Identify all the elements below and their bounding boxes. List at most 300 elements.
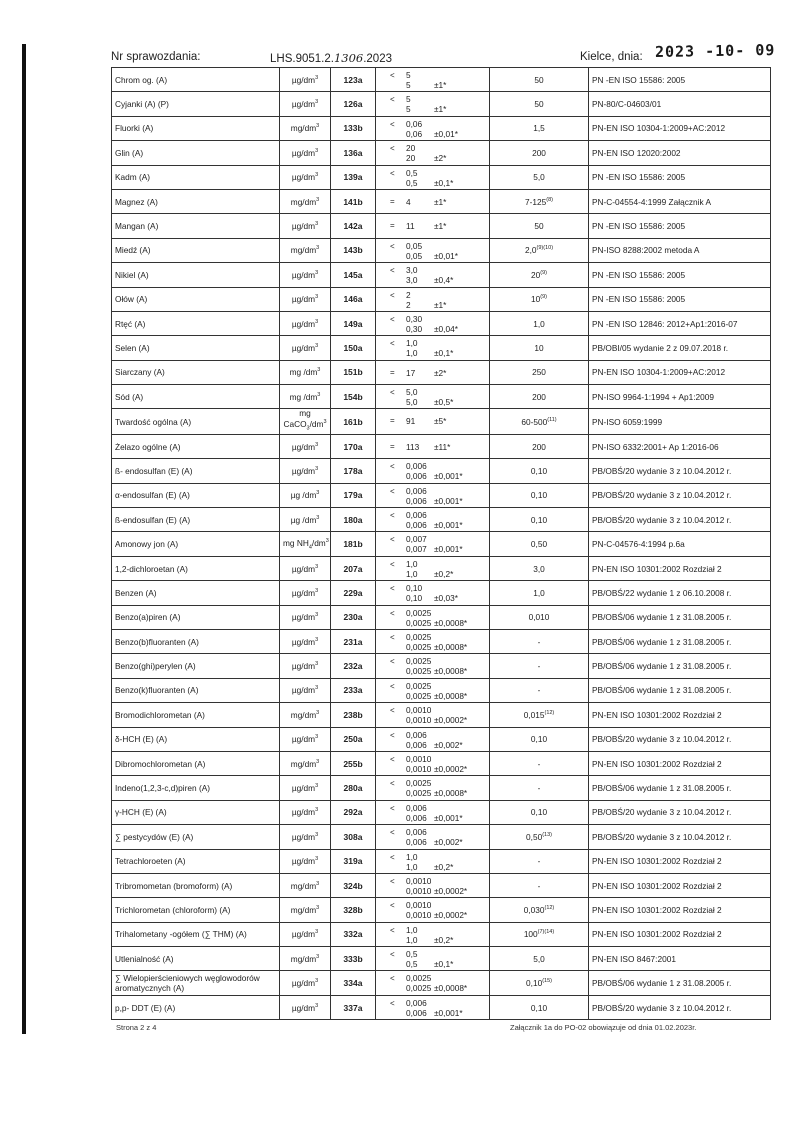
uncertainty: ±2*	[434, 153, 447, 164]
limit-cell	[490, 238, 589, 262]
parameter-name: ∑ pestycydów (E) (A)	[115, 831, 194, 842]
code-cell	[331, 873, 376, 897]
code-cell	[331, 947, 376, 971]
code-cell	[331, 165, 376, 189]
unit-cell	[280, 409, 331, 434]
code-cell	[331, 703, 376, 727]
parameter-cell	[112, 776, 280, 800]
limit-cell	[490, 678, 589, 702]
limit-value: 20$^{(9)}$	[531, 269, 547, 280]
result-cell	[376, 532, 490, 556]
uncertainty: ±11*	[434, 441, 451, 452]
table-row	[112, 556, 771, 580]
limit-cell	[490, 214, 589, 238]
parameter-name: Ołów (A)	[115, 294, 148, 305]
parameter-name: Tetrachloroeten (A)	[115, 856, 186, 867]
parameter-cell	[112, 385, 280, 409]
uncertainty: ±0,0002*	[434, 763, 468, 774]
operator: =	[390, 221, 395, 231]
result-value: 0,0025	[406, 607, 432, 618]
method-code: 230a	[343, 612, 363, 623]
result-value-repeat: 3,0	[406, 275, 418, 286]
result-value-repeat: 0,0025	[406, 983, 432, 994]
method-standard: PB/OBŚ/20 wydanie 3 z 10.04.2012 r.	[592, 1002, 732, 1013]
unit: $\mu g/dm^3$	[291, 441, 319, 452]
unit: $\mu g/dm^3$	[291, 342, 319, 353]
method-code: 143b	[343, 245, 363, 256]
method-cell	[589, 311, 771, 335]
result-cell	[376, 189, 490, 213]
method-code: 133b	[343, 123, 363, 134]
operator: <	[390, 119, 395, 129]
result-value: 0,5	[406, 167, 418, 178]
unit-cell	[280, 995, 331, 1019]
result-value: 0,007	[406, 534, 427, 545]
result-value-repeat: 0,06	[406, 128, 423, 139]
unit-cell	[280, 873, 331, 897]
result-cell	[376, 703, 490, 727]
parameter-cell	[112, 751, 280, 775]
method-cell	[589, 727, 771, 751]
unit-cell	[280, 605, 331, 629]
result-value: 20	[406, 143, 416, 154]
parameter-name: Bromodichlorometan (A)	[115, 709, 205, 720]
unit: $\mu g/dm^3$	[291, 318, 319, 329]
unit: $\mu g/dm^3$	[291, 74, 319, 85]
table-row	[112, 385, 771, 409]
limit-value: -	[537, 880, 541, 891]
limit-value: -	[537, 783, 541, 794]
result-cell	[376, 776, 490, 800]
result-value-repeat: 0,006	[406, 495, 427, 506]
method-code: 229a	[343, 587, 363, 598]
results-table-body	[112, 68, 771, 1020]
unit-cell	[280, 630, 331, 654]
uncertainty: ±0,0002*	[434, 910, 468, 921]
code-cell	[331, 508, 376, 532]
operator: <	[390, 388, 395, 398]
code-cell	[331, 556, 376, 580]
result-cell	[376, 556, 490, 580]
result-value: 0,0010	[406, 705, 432, 716]
method-standard: PB/OBŚ/06 wydanie 1 z 31.08.2005 r.	[592, 661, 732, 672]
unit-cell	[280, 508, 331, 532]
unit-cell	[280, 189, 331, 213]
unit: $\mu g/dm^3$	[291, 221, 319, 232]
table-row	[112, 971, 771, 995]
method-cell	[589, 703, 771, 727]
limit-cell	[490, 581, 589, 605]
method-code: 146a	[343, 294, 363, 305]
method-standard: PN-C-04554-4:1999 Załącznik A	[592, 196, 711, 207]
limit-cell	[490, 141, 589, 165]
limit-value: 1,0	[533, 587, 545, 598]
method-standard: PB/OBŚ/06 wydanie 1 z 31.08.2005 r.	[592, 636, 732, 647]
code-cell	[331, 727, 376, 751]
unit: $\mu g/dm^3$	[291, 978, 319, 989]
operator: <	[390, 706, 395, 716]
limit-cell	[490, 459, 589, 483]
method-standard: PB/OBŚ/20 wydanie 3 z 10.04.2012 r.	[592, 465, 732, 476]
uncertainty: ±0,001*	[434, 544, 463, 555]
parameter-name: Indeno(1,2,3-c,d)piren (A)	[115, 783, 211, 794]
unit: $mg/dm^3$	[290, 953, 320, 964]
unit-cell	[280, 703, 331, 727]
unit: $\mu g/dm^3$	[291, 99, 319, 110]
result-value: 5,0	[406, 387, 418, 398]
table-row	[112, 630, 771, 654]
unit-cell	[280, 287, 331, 311]
parameter-name: Benzo(ghi)perylen (A)	[115, 661, 196, 672]
unit-cell	[280, 116, 331, 140]
method-cell	[589, 873, 771, 897]
parameter-name: p,p- DDT (E) (A)	[115, 1002, 176, 1013]
unit-cell	[280, 727, 331, 751]
unit: $mg/dm^3$	[290, 709, 320, 720]
unit-cell	[280, 360, 331, 384]
result-value-repeat: 0,007	[406, 544, 427, 555]
parameter-cell	[112, 654, 280, 678]
footer-note: Załącznik 1a do PO-02 obowiązuje od dnia 01.02.2023r.	[510, 1023, 697, 1032]
uncertainty: ±0,0008*	[434, 983, 468, 994]
uncertainty: ±0,0008*	[434, 617, 468, 628]
parameter-name: Siarczany (A)	[115, 367, 165, 378]
result-value-repeat: 1,0	[406, 348, 418, 359]
code-cell	[331, 434, 376, 458]
method-standard: PN-ISO 6059:1999	[592, 416, 663, 427]
code-cell	[331, 849, 376, 873]
result-value-repeat: 0,006	[406, 471, 427, 482]
method-code: 308a	[343, 831, 363, 842]
unit-cell	[280, 581, 331, 605]
operator: <	[390, 681, 395, 691]
method-cell	[589, 581, 771, 605]
result-value-repeat: 0,006	[406, 837, 427, 848]
method-code: 232a	[343, 661, 363, 672]
limit-value: 0,50	[530, 539, 548, 550]
result-value: 0,006	[406, 997, 427, 1008]
code-cell	[331, 409, 376, 434]
code-cell	[331, 751, 376, 775]
parameter-name: 1,2-dichloroetan (A)	[115, 563, 188, 574]
result-value-repeat: 1,0	[406, 934, 418, 945]
table-row	[112, 532, 771, 556]
uncertainty: ±1*	[434, 104, 447, 115]
parameter-name: ∑ Wielopierścieniowych węglowodorów aromatycznych (A)	[115, 973, 260, 994]
table-row	[112, 898, 771, 922]
uncertainty: ±1*	[434, 196, 447, 207]
table-row	[112, 947, 771, 971]
method-cell	[589, 409, 771, 434]
uncertainty: ±0,001*	[434, 495, 463, 506]
result-cell	[376, 849, 490, 873]
method-standard: PB/OBI/05 wydanie 2 z 09.07.2018 r.	[592, 342, 729, 353]
method-code: 145a	[343, 269, 363, 280]
operator: <	[390, 803, 395, 813]
limit-value: 200	[532, 441, 546, 452]
result-value-repeat: 20	[406, 153, 416, 164]
unit-cell	[280, 141, 331, 165]
parameter-cell	[112, 287, 280, 311]
limit-value: 0,10	[530, 490, 548, 501]
method-standard: PN-EN ISO 10301:2002 Rozdział 2	[592, 880, 722, 891]
limit-cell	[490, 116, 589, 140]
table-row	[112, 849, 771, 873]
operator: <	[390, 462, 395, 472]
method-code: 178a	[343, 465, 363, 476]
method-code: 150a	[343, 342, 363, 353]
operator: <	[390, 657, 395, 667]
parameter-cell	[112, 165, 280, 189]
parameter-name: δ-HCH (E) (A)	[115, 734, 168, 745]
limit-value: 5,0	[533, 172, 545, 183]
uncertainty: ±0,1*	[434, 959, 454, 970]
table-row	[112, 238, 771, 262]
method-standard: PB/OBŚ/20 wydanie 3 z 10.04.2012 r.	[592, 490, 732, 501]
result-value: 113	[406, 441, 420, 452]
table-row	[112, 727, 771, 751]
uncertainty: ±0,0002*	[434, 885, 468, 896]
code-cell	[331, 459, 376, 483]
uncertainty: ±1*	[434, 299, 447, 310]
method-cell	[589, 849, 771, 873]
parameter-name: Kadm (A)	[115, 172, 151, 183]
parameter-name: Fluorki (A)	[115, 123, 154, 134]
limit-cell	[490, 556, 589, 580]
method-cell	[589, 776, 771, 800]
unit: $mg/dm^3$	[290, 905, 320, 915]
parameter-cell	[112, 581, 280, 605]
unit: $\mu g/dm^3$	[291, 685, 319, 696]
operator: <	[390, 633, 395, 643]
limit-cell	[490, 483, 589, 507]
parameter-cell	[112, 995, 280, 1019]
parameter-cell	[112, 189, 280, 213]
parameter-name: Sód (A)	[115, 391, 144, 402]
unit-cell	[280, 800, 331, 824]
limit-value: 50	[534, 99, 544, 110]
unit: $\mu g/dm^3$	[291, 807, 319, 818]
parameter-name: α-endosulfan (E) (A)	[115, 490, 190, 501]
method-cell	[589, 434, 771, 458]
uncertainty: ±0,2*	[434, 568, 454, 579]
result-value-repeat: 0,0010	[406, 885, 432, 896]
parameter-name: Twardość ogólna (A)	[115, 416, 192, 427]
method-standard: PN -EN ISO 15586: 2005	[592, 221, 686, 232]
result-value: 0,006	[406, 802, 427, 813]
uncertainty: ±0,01*	[434, 250, 458, 261]
uncertainty: ±0,0008*	[434, 642, 468, 653]
uncertainty: ±0,002*	[434, 837, 463, 848]
limit-value: 200	[532, 391, 546, 402]
result-cell	[376, 630, 490, 654]
unit-cell	[280, 556, 331, 580]
result-value-repeat: 0,0010	[406, 763, 432, 774]
operator: <	[390, 511, 395, 521]
city-date-label: Kielce, dnia:	[580, 51, 643, 63]
result-value: 0,0025	[406, 680, 432, 691]
method-code: 179a	[343, 490, 363, 501]
parameter-cell	[112, 849, 280, 873]
unit: mg $/dm^3$	[289, 367, 321, 378]
method-code: 250a	[343, 734, 363, 745]
unit: $\mu g/dm^3$	[291, 929, 319, 940]
code-cell	[331, 287, 376, 311]
limit-value: 50	[534, 74, 544, 85]
table-row	[112, 703, 771, 727]
limit-cell	[490, 434, 589, 458]
limit-cell	[490, 727, 589, 751]
limit-cell	[490, 263, 589, 287]
uncertainty: ±0,1*	[434, 177, 454, 188]
limit-value: 0,10	[530, 1002, 548, 1013]
parameter-name: γ-HCH (E) (A)	[115, 807, 167, 818]
method-code: 328b	[343, 905, 363, 915]
method-cell	[589, 336, 771, 360]
table-row	[112, 508, 771, 532]
uncertainty: ±0,4*	[434, 275, 454, 286]
code-cell	[331, 483, 376, 507]
method-cell	[589, 238, 771, 262]
limit-cell	[490, 409, 589, 434]
unit: $\mu g/dm^3$	[291, 147, 319, 158]
result-value-repeat: 0,5	[406, 959, 418, 970]
method-code: 337a	[343, 1002, 363, 1013]
parameter-name: Benzo(k)fluoranten (A)	[115, 685, 199, 696]
result-cell	[376, 116, 490, 140]
method-standard: PB/OBŚ/06 wydanie 1 z 31.08.2005 r.	[592, 685, 732, 696]
limit-value: 200	[532, 147, 546, 158]
method-cell	[589, 165, 771, 189]
method-standard: PB/OBŚ/22 wydanie 1 z 06.10.2008 r.	[592, 587, 732, 598]
result-cell	[376, 825, 490, 849]
result-value: 3,0	[406, 265, 418, 276]
unit-cell	[280, 336, 331, 360]
method-standard: PN-80/C-04603/01	[592, 99, 662, 110]
parameter-name: Rtęć (A)	[115, 318, 146, 329]
method-cell	[589, 947, 771, 971]
method-cell	[589, 922, 771, 946]
method-standard: PN-EN ISO 10301:2002 Rozdział 2	[592, 709, 722, 720]
method-code: 149a	[343, 318, 363, 329]
operator: <	[390, 486, 395, 496]
uncertainty: ±0,2*	[434, 934, 454, 945]
table-row	[112, 409, 771, 434]
method-cell	[589, 532, 771, 556]
method-cell	[589, 116, 771, 140]
parameter-cell	[112, 116, 280, 140]
unit: $mg/dm^3$	[290, 880, 320, 891]
unit: $mg/dm^3$	[290, 123, 320, 134]
left-margin-bar	[22, 44, 26, 1034]
code-cell	[331, 116, 376, 140]
unit: $\mu g/dm^3$	[291, 294, 319, 305]
limit-cell	[490, 532, 589, 556]
result-cell	[376, 727, 490, 751]
limit-cell	[490, 971, 589, 995]
method-standard: PN-EN ISO 10301:2002 Rozdział 2	[592, 758, 722, 769]
uncertainty: ±0,1*	[434, 348, 454, 359]
limit-cell	[490, 947, 589, 971]
method-cell	[589, 483, 771, 507]
result-cell	[376, 434, 490, 458]
unit-cell	[280, 751, 331, 775]
parameter-cell	[112, 727, 280, 751]
uncertainty: ±1*	[434, 221, 447, 232]
code-cell	[331, 92, 376, 116]
method-standard: PN-EN ISO 8467:2001	[592, 953, 676, 964]
parameter-cell	[112, 800, 280, 824]
table-row	[112, 311, 771, 335]
operator: <	[390, 925, 395, 935]
code-cell	[331, 605, 376, 629]
unit-cell	[280, 483, 331, 507]
table-row	[112, 214, 771, 238]
limit-value: 0,10$^{(15)}$	[526, 978, 552, 989]
method-cell	[589, 630, 771, 654]
parameter-name: ß- endosulfan (E) (A)	[115, 465, 193, 476]
method-code: 142a	[343, 221, 363, 232]
result-value: 1,0	[406, 924, 418, 935]
limit-cell	[490, 654, 589, 678]
code-cell	[331, 995, 376, 1019]
result-value-repeat: 1,0	[406, 861, 418, 872]
method-standard: PN -EN ISO 15586: 2005	[592, 74, 686, 85]
limit-cell	[490, 311, 589, 335]
uncertainty: ±0,001*	[434, 471, 463, 482]
parameter-cell	[112, 263, 280, 287]
method-standard: PN-EN ISO 12020:2002	[592, 147, 681, 158]
result-value: 0,0010	[406, 875, 432, 886]
unit: $\mu g/dm^3$	[291, 636, 319, 647]
result-cell	[376, 678, 490, 702]
result-value: 0,006	[406, 461, 427, 472]
table-row	[112, 825, 771, 849]
date-stamp: 2023 -10- 09	[654, 40, 776, 62]
limit-cell	[490, 92, 589, 116]
report-number	[270, 51, 392, 65]
method-code: 319a	[343, 856, 363, 867]
method-code: 255b	[343, 758, 363, 769]
method-code: 292a	[343, 807, 363, 818]
limit-cell	[490, 776, 589, 800]
uncertainty: ±0,001*	[434, 520, 463, 531]
parameter-cell	[112, 141, 280, 165]
method-cell	[589, 385, 771, 409]
method-standard: PN-EN ISO 10301:2002 Rozdział 2	[592, 563, 722, 574]
limit-value: -	[537, 636, 541, 647]
method-cell	[589, 141, 771, 165]
method-code: 170a	[343, 441, 363, 452]
unit: mg $NH_4/dm^3$	[283, 537, 329, 551]
result-cell	[376, 287, 490, 311]
unit: $\mu g/dm^3$	[291, 1002, 319, 1013]
method-cell	[589, 508, 771, 532]
method-code: 333b	[343, 953, 363, 964]
limit-cell	[490, 873, 589, 897]
result-cell	[376, 654, 490, 678]
result-value-repeat: 0,05	[406, 250, 423, 261]
method-standard: PN-ISO 9964-1:1994 + Ap1:2009	[592, 391, 715, 402]
unit-cell	[280, 459, 331, 483]
operator: <	[390, 535, 395, 545]
code-cell	[331, 800, 376, 824]
unit-cell	[280, 214, 331, 238]
code-cell	[331, 360, 376, 384]
parameter-name: Trihalometany -ogółem (∑ THM) (A)	[115, 929, 247, 940]
unit: $\mu g/dm^3$	[291, 831, 319, 842]
operator: =	[390, 196, 395, 206]
